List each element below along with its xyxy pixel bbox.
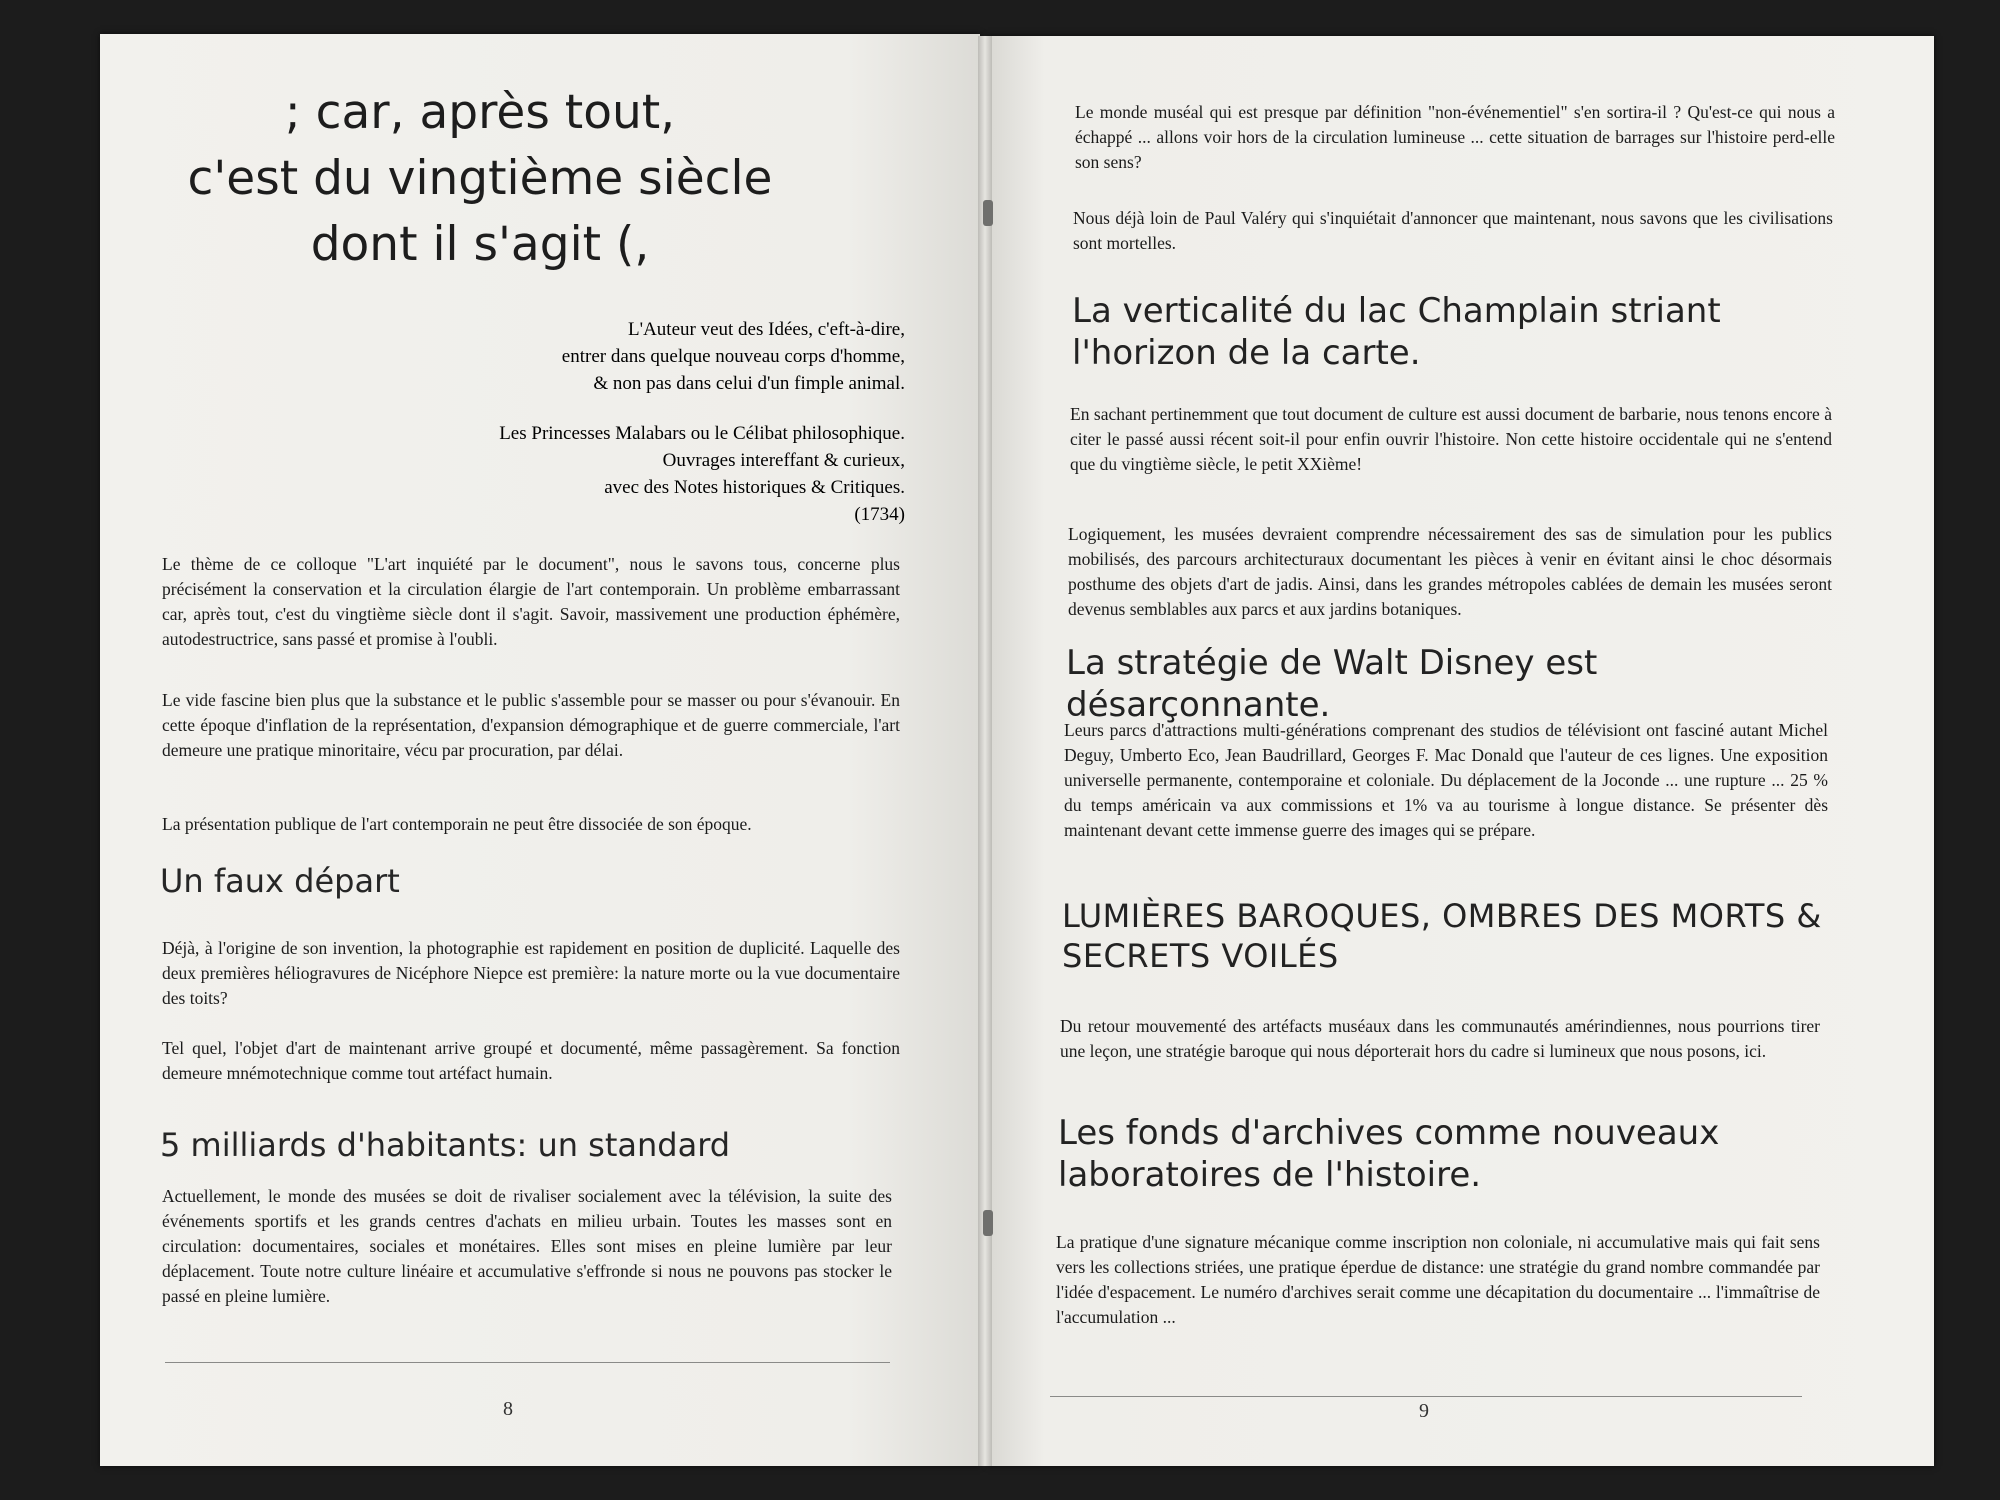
epigraph-line: avec des Notes historiques & Critiques. <box>604 477 905 498</box>
left-heading-1: Un faux départ <box>160 862 400 900</box>
left-paragraph-1: Le thème de ce colloque "L'art inquiété par le document", nous le savons tous, concerne plus précisément la conservation et la circulation élargie de l'art contemporain. Un problème embarrassant car, après tout, c'est du vingtième siècle dont il s'agit. Savoir, massivement une production éphémère, autodestructrice, sans passé et promise à l'oubli. <box>162 554 900 649</box>
epigraph-line: (1734) <box>854 504 905 525</box>
left-paragraph-4: Déjà, à l'origine de son invention, la photographie est rapidement en position de duplicité. Laquelle des deux premières héliogravures de Nicéphore Niepce est première: la nature morte ou la vue documentaire des toits? <box>162 938 900 1008</box>
right-heading-2: La stratégie de Walt Disney est désarçonnante. <box>1066 643 1598 725</box>
right-paragraph-6: Du retour mouvementé des artéfacts muséaux dans les communautés amérindiennes, nous pourrions tirer une leçon, une stratégie baroque qui nous déporterait hors du cadre si lumineux que nous posons, ici. <box>1060 1016 1820 1061</box>
right-heading-4: Les fonds d'archives comme nouveaux laboratoires de l'histoire. <box>1058 1113 1720 1195</box>
left-paragraph-5: Tel quel, l'objet d'art de maintenant arrive groupé et documenté, même passagèrement. Sa fonction demeure mnémotechnique comme tout artéfact humain. <box>162 1038 900 1083</box>
right-paragraph-5: Leurs parcs d'attractions multi-générations comprenant des studios de télévisiont ont fasciné autant Michel Deguy, Umberto Eco, Jean Baudrillard, Georges F. Mac Donald que l'auteur de ces lignes. Une exposition universelle permanente, contemporaine et coloniale. Du déplacement de la Joconde ... une rupture ... 25 % du temps américain va aux commissions et 1% va au tourisme à longue distance. Se présenter dès maintenant devant cette immense guerre des images qui se prépare. <box>1064 720 1828 840</box>
left-title <box>160 80 800 278</box>
epigraph-line: & non pas dans celui d'un fimple animal. <box>593 373 905 394</box>
left-title-line: dont il s'agit (, <box>310 217 650 272</box>
epigraph-line: entrer dans quelque nouveau corps d'homme, <box>561 346 905 367</box>
right-paragraph-7: La pratique d'une signature mécanique comme inscription non coloniale, ni accumulative mais qui fait sens vers les collections striées, une pratique éperdue de distance: une stratégie du grand nombre commandée par l'idée d'espacement. Le numéro d'archives serait comme une décapitation du documentaire ... l'immaîtrise de l'accumulation ... <box>1056 1232 1820 1327</box>
left-paragraph-2: Le vide fascine bien plus que la substance et le public s'assemble pour se masser ou pour s'évanouir. En cette époque d'inflation de la représentation, d'expansion démographique et de guerre commerciale, l'art demeure une pratique minoritaire, vécu par procuration, par délai. <box>162 690 900 760</box>
left-paragraph-6: Actuellement, le monde des musées se doit de rivaliser socialement avec la télévision, la suite des événements sportifs et les grands centres d'achats en milieu urbain. Toutes les masses sont en circulation: documentaires, sociales et monétaires. Elles sont mises en pleine lumière par leur déplacement. Toute notre culture linéaire et accumulative s'effronde si nous ne pouvons pas stocker le passé en pleine lumière. <box>162 1186 892 1306</box>
epigraph-2 <box>385 420 905 528</box>
left-title-line: c'est du vingtième siècle <box>187 151 773 206</box>
right-footer-rule <box>1050 1396 1802 1397</box>
right-paragraph-3: En sachant pertinemment que tout document de culture est aussi document de barbarie, nous tenons encore à citer le passé aussi récent soit-il pour enfin ouvrir l'histoire. Non cette histoire occidentale qui ne s'entend que du vingtième siècle, le petit XXième! <box>1070 404 1832 474</box>
left-title-line: ; car, après tout, <box>284 85 676 140</box>
right-paragraph-2: Nous déjà loin de Paul Valéry qui s'inquiétait d'annoncer que maintenant, nous savons que les civilisations sont mortelles. <box>1073 208 1833 253</box>
staple-bottom <box>983 1210 993 1236</box>
left-page-number: 8 <box>503 1398 513 1420</box>
left-paragraph-3: La présentation publique de l'art contemporain ne peut être dissociée de son époque. <box>162 814 752 834</box>
right-page-number: 9 <box>1419 1400 1429 1422</box>
left-heading-2: 5 milliards d'habitants: un standard <box>160 1126 731 1164</box>
staple-top <box>983 200 993 226</box>
epigraph-line: Les Princesses Malabars ou le Célibat philosophique. <box>499 423 905 444</box>
right-heading-3: LUMIÈRES BAROQUES, OMBRES DES MORTS & SECRETS VOILÉS <box>1062 897 1822 975</box>
right-paragraph-4: Logiquement, les musées devraient comprendre nécessairement des sas de simulation pour les publics mobilisés, des parcours architecturaux documentant les pièces à venir en évitant ainsi le choc désormais posthume des objets d'art de jadis. Ainsi, dans les grandes métropoles cablées de demain les musées seront devenus semblables aux parcs et aux jardins botaniques. <box>1068 524 1832 619</box>
epigraph-line: L'Auteur veut des Idées, c'eft-à-dire, <box>628 319 905 340</box>
left-footer-rule <box>165 1362 890 1363</box>
epigraph-1 <box>385 316 905 397</box>
right-paragraph-1: Le monde muséal qui est presque par définition "non-événementiel" s'en sortira-il ? Qu'est-ce qui nous a échappé ... allons voir hors de la circulation lumineuse ... cette situation de barrages sur l'histoire perd-elle son sens? <box>1075 102 1835 172</box>
epigraph-line: Ouvrages intereffant & curieux, <box>662 450 905 471</box>
booklet-spine <box>978 36 992 1466</box>
right-heading-1: La verticalité du lac Champlain striant l'horizon de la carte. <box>1072 291 1721 373</box>
